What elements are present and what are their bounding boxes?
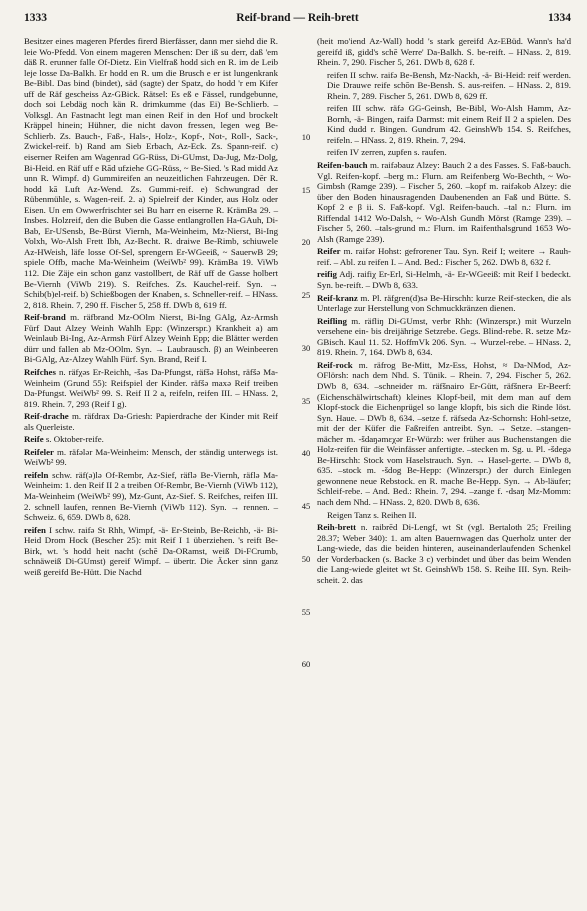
entry-text: s. Oktober-reife. xyxy=(43,434,104,445)
dictionary-entry xyxy=(24,411,278,432)
page-number-left: 1333 xyxy=(24,12,47,24)
entry-headword: reifeln xyxy=(24,469,49,480)
dictionary-subentry: reifen III schw. räfə GG-Geinsh, Be-Bibl, Wo-Alsh Hamm, Az-Bornh, -ä- Bingen, raifə Darmst: mit einem Reif II 2 a spielen. Des Kind dudd r. Bingen. Gundrum 42. GeinshWb 154. S. Reifches, reifeln. – HNass. 2, 819. Rhein. 7, 294. xyxy=(327,103,571,145)
dictionary-subentry: reifen II schw. raifə Be-Bensh, Mz-Nackh, -ä- Bi-Heid: reif werden. Die Drauwe reife schōn Be-Bensh. S. aus-reifen. – HNass. 2, 819. Rhein. 7, 289. Fischer 5, 261. DWb 8, 629 ff. xyxy=(327,69,571,101)
running-title: Reif-brand — Reih-brett xyxy=(236,12,359,24)
entry-headword: Reif-rock xyxy=(317,359,353,370)
line-number: 20 xyxy=(301,237,311,248)
entry-text: m. räfbrand Mz-OOlm Nierst, Bi-Ing GAlg, Az-Armsh Fürf Daut Alzey Weinh Wahlh Epp: (Winzerspr.) Krankheit a) am Weinlaub Bi-Ing, Az-Armsh Fürf Alzey Weinh Epp; die Blätter werden dürr und fallen ab Mz-OOlm. Syn. → Laubrausch. β) an Weinbeeren Bi-GAlg, Az-Alzey Wahlh Fürf. Syn. Brand, Reif I. xyxy=(24,312,278,365)
entry-text: Adj. raifiχ Er-Erl, Si-Helmh, -ä- Er-WGeeiß: mit Reif I bedeckt. Syn. be-reift. – DWb 8, 633. xyxy=(317,269,571,291)
entry-headword: Reifeler xyxy=(24,446,54,457)
entry-text: m. raifər Hohst: gefrorener Tau. Syn. Reif I; weitere → Rauh-reif. – Abl. zu reifen I. – And. Bed.: Fischer 5, 262. DWb 8, 632 f. xyxy=(317,246,571,267)
text-columns xyxy=(24,36,571,670)
entry-headword: Reif-drache xyxy=(24,411,69,422)
entry-headword: Reifling xyxy=(317,315,347,326)
entry-text: m. räfliŋ Di-GUmst, verbr Rhh: (Winzerspr.) mit Wurzeln versehene ein- bis dreijährige Setzrebe. Gegs. Blind-rebe. R. setze Mz-GBisch. Kaul 11. 52. HoffmVk 206. Syn. → Wurzel-rebe. – HNass. 2, 819. Rhein. 7, 164. DWb 8, 634. xyxy=(317,315,571,358)
dictionary-entry xyxy=(317,293,571,314)
entry-headword: Reifer xyxy=(317,246,341,257)
dictionary-subentry: reifen IV zerren, zupfen s. raufen. xyxy=(327,147,447,158)
line-number: 40 xyxy=(301,448,311,459)
dictionary-entry xyxy=(317,269,571,290)
entry-text: m. räfələr Ma-Weinheim: Mensch, der ständig unterwegs ist. WeiWb² 99. xyxy=(24,446,278,468)
entry-text: n. raibrēd Di-Lengf, wt St (vgl. Bertaloth 25; Freiling 28.37; Weber 340): 1. am alten Bauernwagen das Querholz unter der Lang-wiede, das die beiden hinteren, auseinanderlaufenden Schenkel der Vorderbacken (s. Backe 3 c) verbindet und über das beim Wenden die Lang-wiede gleitet wt St. GeinshWb 158. S. Reihe III. Syn. Reih-scheit. 2. das xyxy=(317,522,571,585)
line-number: 35 xyxy=(301,395,311,406)
entry-headword: Reifen-bauch xyxy=(317,160,368,171)
dictionary-entry xyxy=(317,316,571,358)
entry-text: m. Pl. räfgren(d)sə Be-Hirschh: kurze Reif-stecken, die als Unterlage zur Herstellung von Schmuckkränzen dienen. xyxy=(317,292,571,314)
entry-text: m. räfrog Be-Mitt, Mz-Ess, Hohst, ≈ Da-NMod, Az-OFlörsh: nach dem Nhd. S. Tünik. – Rhein. 7, 294. Fischer 5, 262. DWb 8, 634. –schneider m. räfšnairo Er-Gütt, räfšnerə Er-Beerf: (Eichenschälwirtschaft) kleines Klopf-beil, mit dem man auf dem Klopf-stock die Eichenprügel so lange klopft, bis sich die Rinde löst. Syn. Haue. – DWb 8, 634. –setze f. räfseda Az-Schornsh: Hohl-setze, mit der der Küfer die Faßreifen antreibt. Syn. → Setze. –stangen-mächer m. -šdaŋəmɛχər Er-Würzb: wer früher aus Buchenstangen die Holz-reifen für die Weinfässer anfertigte. –stecken m. Sg. u. Pl. -šdegə Be-Hirschh: Stock vom Haselstrauch. Syn. → Hasel-gerte. – DWb 8, 635. –stock m. -šdog Be-Hepp: (Winzerspr.) der durch Einlegen gewonnene neue Rebstock. en R. mache Be-Hepp. Syn. → Ab-läufer; Schleif-rebe. – And. Bed.: Rhein. 7, 294. –zange f. -dsaŋ Mz-Momm: nach dem Nhd. – HNass. 2, 820. DWb 8, 636. xyxy=(317,359,571,507)
dictionary-entry xyxy=(24,312,278,365)
line-number: 15 xyxy=(301,184,311,195)
line-number: 60 xyxy=(301,659,311,670)
entry-text: I schw. raifə St Rhh, Wimpf, -ä- Er-Steinb, Be-Reichb, -ä- Bi-Heid Drom Hock (Bescher 25): mit Reif I 1 überziehen. 's reift Be-Birk, wt. 's hodd heit nacht (schē Da-ORamst, weiß Di-FCrumb, schnäweiß Di-GUmst) gereif Wimpf. – übertr. Die Äcker sinn ganz weiß gereifd Be-Hütt. Die Nachd xyxy=(24,524,278,577)
line-number: 25 xyxy=(301,290,311,301)
right-column xyxy=(317,36,571,585)
dictionary-entry xyxy=(317,246,571,267)
entry-headword: Reife xyxy=(24,434,44,445)
entry-text: m. räfdrax Da-Griesh: Papierdrache der Kinder mit Reif als Querleiste. xyxy=(24,411,278,432)
entry-continuation: Besitzer eines mageren Pferdes firerd Bierfässer, dann mer siehd die R. leie Wo-Pfedd. Von einem mageren Menschen: Der iß su derr, daß 'em däß R. erunner falle Of-Dietz. Ein Vielfraß hodd sich en R. im de Leib leje losse Da-Balkh. Er hodd en R. um die Brusch e er ist lungenkrank Be-Bibl. Das bind (bindet), säd (sagte) der Spatz, do hodd 'r em Kifer uff de Räf gescheiss Az-GBick. Rätsel: Es eß e Fässel, rundgebunne, doch soi Lebdäg noch kän R. drimkumme (das Ei) Be-Schlierb. – Volksgl. An Fastnacht legt man einen Reif in den Hof und brockelt Kräppel hinein; Hühner, die nicht davon fressen, legen weg Be-Schlierb. Zs. Bauch-, Faß-, Hals-, Holz-, Kopf-, Not-, Roll-, Sack-, Zwickel-reif. b) Rand am Sieb Erbach, Az-Eck. Zs. Spann-reif. c) eiserner Reifen am Wagenrad GG-Rüss, Di-GUmst, Da-Jug, Mz-Dolg, Bi-Heid. en Räf uff e Rād ufziehe GG-Rüss, ~ Be-Sied. 's Rad midd Az unn R. Wimpf. d) Gummireifen an neuzeitlichen Fahrzeugen. Dēr R. hodd kā Luft Az-Wend. Zs. Gummi-reif. e) Schwungrad der Rübenmühle, s. Wagen-reif. 2. a) Spielreif der Kinder, aus Holz oder Eisen. Un em Owwerfrischter sei Bu harr en eiserne R. KrämBa 29. – Insbes. Holzreif, den die Buben die Gasse entlangrollen Ha-GAuh, Di-Bab, Er-USensb, Be-Bürst Viernh, Ma-Weinheim, Mz-Nierst, Bi-Ing Volxh, Wo-Alsh Frett Ibh, Az-Becht. R. draiwe Be-Rimb, schiuwele Az-HWeish, läfe losse Of-Sel, sprengern Er-WGeeiß, ~ SauerwB 29; spiele Offb, mache Ma-Weinheim (WeiWb² 99). KrämBa 19. ViWb 112. Die Zäje ein schon ganz vastollbert, de Räf uff de Gasse holbert Be-Viernh (ViWb 219). S. Reifches. Zs. Kauchel-reif. Syn. → Schib(b)el-reif. b) Schießbogen der Knaben, s. Schneller-reif. – HNass. 2, 818. Rhein. 7, 290 ff. Fischer 5, 258 ff. DWb 8, 619 ff. xyxy=(24,36,278,310)
dictionary-entry xyxy=(24,525,278,578)
left-column xyxy=(24,36,278,585)
entry-text: n. räfχəs Er-Reichh, -šəs Da-Pfungst, räfšə Hohst, räfšə Ma-Weinheim (Grund 55): Reifspiel der Kinder. räfšə maxə Reif treiben Da-Pfungst. WeiWb² 99. S. Reif II 2 a, reifeln, reifen III. – HNass. 2, 819. Rhein. 7, 293 (Reif I g). xyxy=(24,366,278,409)
dictionary-entry xyxy=(24,434,278,445)
entry-text: m. raifəbauz Alzey: Bauch 2 a des Fasses. S. Faß-bauch. Vgl. Reifen-kopf. –berg m.: Flurn. am Reifenberg Wo-Bechth, ~ Wo-Gimbsh (Ramge 239). – Fischer 5, 260. –kopf m. raifəkob Alzey: die über den Boden hinausragenden Daubenenden an Faß und Bütte. S. Kopf 2 e β ii. S. Faß-kopf. Vgl. Reifen-bauch. –tal n.: Flurn. im Riffendal 1412 Wo-Dalsh, ~ Wo-Alsh Gundh Mörst (Ramge 239). – Fischer 5, 260. –tals-grund m.: Flurn. im Raifenthalsgrund 1653 Wo-Alsh (Ramge 239). xyxy=(317,160,571,244)
entry-text: schw. räf(ə)lə Of-Rembr, Az-Sief, räflə Be-Viernh, räflə Ma-Weinheim: 1. den Reif II 2 a treiben Of-Rembr, Be-Viernh (ViWb 112), Ma-Weinheim (WeiWb² 99), Mz-Gunt, Az-Sief. S. Reifches, reifen III. 2. schnell laufen, rennen Be-Viernh (ViWb 112). Syn. → rennen. – Schweiz. 6, 659. DWb 8, 628. xyxy=(24,469,278,523)
entry-headword: Reih-brett xyxy=(317,522,357,533)
line-number: 55 xyxy=(301,606,311,617)
entry-headword: Reif-brand xyxy=(24,312,66,323)
dictionary-entry xyxy=(317,160,571,244)
line-number: 10 xyxy=(301,131,311,142)
entry-continuation: (heit mo'iend Az-Wall) hodd 's stark gereifd Az-EBüd. Wann's ha'd gereifd iß, gidd's schē Werre' Da-Balkh. S. be-reift. – HNass. 2, 819. Rhein. 7, 290. Fischer 5, 261. DWb 8, 628 f. xyxy=(317,36,571,68)
line-number: 45 xyxy=(301,501,311,512)
line-number: 30 xyxy=(301,342,311,353)
dictionary-entry xyxy=(24,367,278,409)
dictionary-entry xyxy=(317,522,571,585)
dictionary-subentry: Reigen Tanz s. Reihen II. xyxy=(327,509,417,520)
entry-headword: reifig xyxy=(317,269,337,280)
entry-headword: Reif-kranz xyxy=(317,292,358,303)
dictionary-entry xyxy=(317,360,571,508)
page-number-right: 1334 xyxy=(548,12,571,24)
dictionary-entry xyxy=(24,447,278,468)
dictionary-entry xyxy=(24,470,278,523)
line-number: 50 xyxy=(301,553,311,564)
page-header xyxy=(24,12,571,30)
entry-headword: Reifches xyxy=(24,366,56,377)
entry-headword: reifen xyxy=(24,524,46,535)
